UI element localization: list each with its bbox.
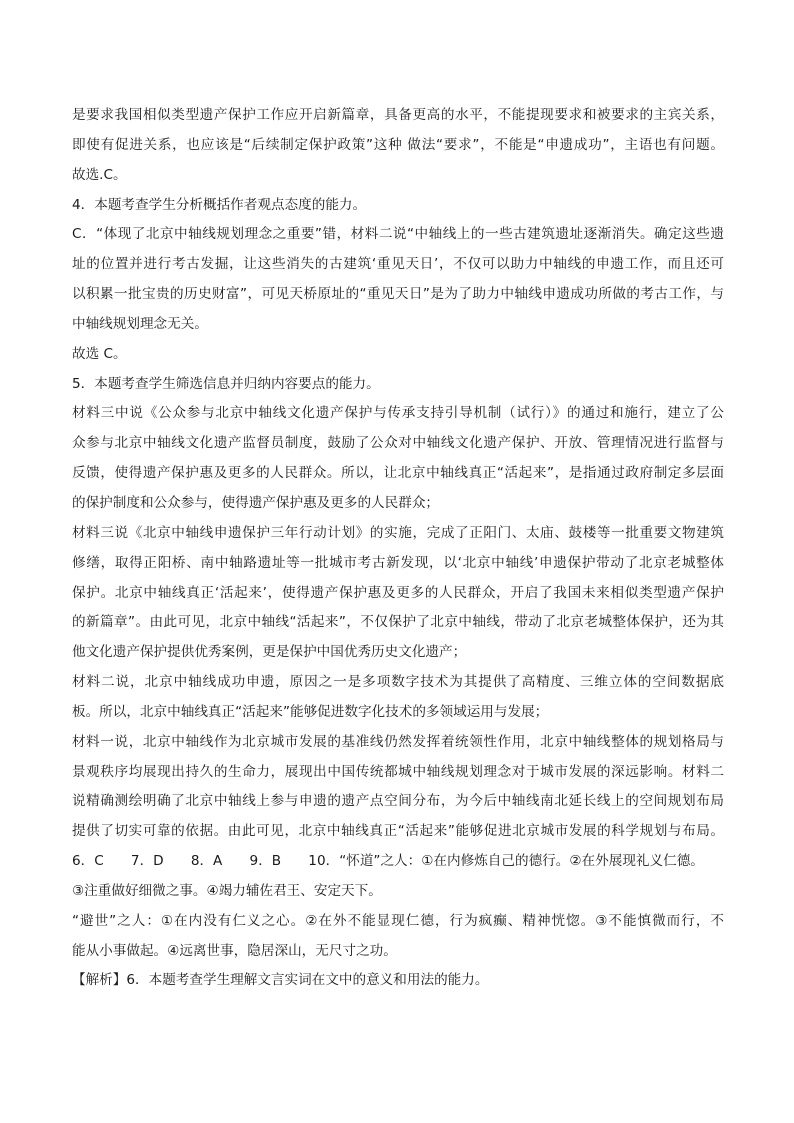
text-line: 保护。北京中轴线真正‘活起来’，使得遗产保护惠及更多的人民群众，开启了我国未来相似类型遗产保护 — [72, 584, 724, 601]
text-line: 景观秩序均展现出持久的生命力，展现出中国传统都城中轴线规划理念对于城市发展的深远影响。材料二 — [72, 763, 724, 780]
text-line: 修缮，取得正阳桥、南中轴路遗址等一批城市考古新发现，以‘北京中轴线’申遗保护带动了北京老城整体 — [72, 554, 724, 571]
text-line: 能从小事做起。④远离世事，隐居深山，无尺寸之功。 — [72, 942, 397, 959]
text-line: 故选.C。 — [72, 166, 127, 183]
analysis-heading: 【解析】6．本题考查学生理解文言实词在文中的意义和用法的能力。 — [72, 972, 489, 989]
question-heading: 5．本题考查学生筛选信息并归纳内容要点的能力。 — [72, 375, 380, 392]
question-heading: 4．本题考查学生分析概括作者观点态度的能力。 — [72, 196, 367, 213]
text-line: 反馈，使得遗产保护惠及更多的人民群众。所以，让北京中轴线真正“活起来”，是指通过政府制定多层面 — [72, 465, 724, 482]
text-line: 众参与北京中轴线文化遗产监督员制度，鼓励了公众对中轴线文化遗产保护、开放、管理情况进行监督与 — [72, 435, 724, 452]
text-line: 材料三说《北京中轴线申遗保护三年行动计划》的实施，完成了正阳门、太庙、鼓楼等一批重要文物建筑 — [72, 524, 724, 541]
text-line: 他文化遗产保护提供优秀案例，更是保护中国优秀历史文化遗产； — [72, 644, 467, 661]
text-line: 材料三中说《公众参与北京中轴线文化遗产保护与传承支持引导机制（试行）》的通过和施行，建立了公 — [72, 405, 724, 422]
text-line: 即使有促进关系，也应该是“后续制定保护政策”这种 做法“要求”，不能是“申遗成功”，主语也有问题。 — [72, 136, 724, 153]
text-line: 材料一说，北京中轴线作为北京城市发展的基准线仍然发挥着统领性作用，北京中轴线整体的规划格局与 — [72, 733, 724, 750]
text-line: 说精确测绘明确了北京中轴线上参与申遗的遗产点空间分布，为今后中轴线南北延长线上的空间规划布局 — [72, 793, 724, 810]
text-line: 的新篇章”。由此可见，北京中轴线“活起来”，不仅保护了北京中轴线，带动了北京老城整体保护，还为其 — [72, 614, 724, 631]
text-line: C．“体现了北京中轴线规划理念之重要”错，材料二说“中轴线上的一些古建筑遗址逐渐消失。确定这些遗 — [72, 226, 724, 243]
answer-line: 6．C 7．D 8．A 9．B 10．“怀道”之人：①在内修炼自己的德行。②在外展现礼义仁德。 — [72, 853, 704, 870]
text-line: 提供了切实可靠的依据。由此可见，北京中轴线真正“活起来”能够促进北京城市发展的科学规划与布局。 — [72, 823, 724, 840]
text-line: 址的位置并进行考古发掘，让这些消失的古建筑‘重见天日’，不仅可以助力中轴线的申遗工作，而且还可 — [72, 256, 724, 273]
text-line: “避世”之人：①在内没有仁义之心。②在外不能显现仁德，行为疯癫、精神恍惚。③不能慎微而行，不 — [72, 912, 724, 929]
text-line: 以积累一批宝贵的历史财富”，可见天桥原址的“重见天日”是为了助力中轴线申遗成功所做的考古工作，与 — [72, 286, 724, 303]
text-line: 材料二说，北京中轴线成功申遗，原因之一是多项数字技术为其提供了高精度、三维立体的空间数据底 — [72, 674, 724, 691]
text-line: 中轴线规划理念无关。 — [72, 315, 208, 332]
text-line: 故选 C。 — [72, 345, 127, 362]
text-line: 的保护制度和公众参与，使得遗产保护惠及更多的人民群众； — [72, 494, 440, 511]
text-line: ③注重做好细微之事。④竭力辅佐君王、安定天下。 — [72, 882, 382, 899]
text-line: 是要求我国相似类型遗产保护工作应开启新篇章，具备更高的水平，不能提现要求和被要求的主宾关系， — [72, 107, 724, 123]
document-body — [72, 101, 724, 996]
text-line: 板。所以，北京中轴线真正“活起来”能够促进数字化技术的多领域运用与发展； — [72, 703, 549, 720]
